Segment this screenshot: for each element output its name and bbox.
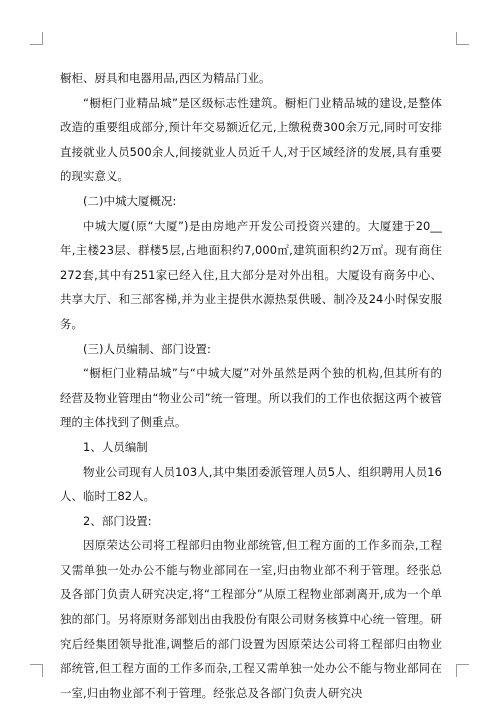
document-body xyxy=(60,66,442,705)
paragraph: “橱柜门业精品城”与“中城大厦”对外虽然是两个独的机构,但其所有的经营及物业管理由“物业公司”统一管理。所以我们的工作也依据这两个被管理的主体找到了侧重点。 xyxy=(60,366,442,430)
section-heading: (二)中城大厦概况: xyxy=(83,193,177,208)
section-heading: (三)人员编制、部门设置: xyxy=(83,341,211,356)
subsection-heading: 1、人员编制 xyxy=(83,439,148,454)
paragraph: 橱柜、厨具和电器用品,西区为精品门业。 xyxy=(60,71,271,85)
subsection-heading: 2、部门设置: xyxy=(83,513,152,528)
paragraph: 中城大厦(原“大厦”)是由房地产开发公司投资兴建的。大厦建于20__年,主楼23层、群楼5层,占地面积约7,000㎡,建筑面积约2万㎡。现有商住272套,其中有251家已经入住,且大部分是对外出租。大厦设有商务中心、共享大厅、和三部客梯,并为业主提供水源热泵供暖、制冷及24小时保安服务。 xyxy=(60,218,442,331)
crop-mark-bottom-left xyxy=(30,664,43,677)
crop-mark-bottom-right xyxy=(456,664,469,677)
crop-mark-top-left xyxy=(30,32,43,45)
paragraph: 因原荣达公司将工程部归由物业部统管,但工程方面的工作多而杂,工程又需单独一处办公不能与物业部同在一室,归由物业部不利于管理。经张总及各部门负责人研究决定,将“工程部分”从原工程物业部剥离开,成为一个单独的部门。另将原财务部划出由我股份有限公司财务核算中心统一管理。研究后经集团领导批准,调整后的部门设置为因原荣达公司将工程部归由物业部统管,但工程方面的工作多而杂,工程又需单独一处办公不能与物业部同在一室,归由物业部不利于管理。经张总及各部门负责人研究决 xyxy=(60,538,442,700)
paragraph: “橱柜门业精品城”是区级标志性建筑。橱柜门业精品城的建设,是整体改造的重要组成部分,预计年交易额近亿元,上缴税费300余万元,同时可安排直接就业人员500余人,间接就业人员近千人,对于区域经济的发展,具有重要的现实意义。 xyxy=(60,95,442,184)
crop-mark-top-right xyxy=(456,32,469,45)
paragraph: 物业公司现有人员103人,其中集团委派管理人员5人、组织聘用人员16人、临时工82人。 xyxy=(60,464,442,504)
